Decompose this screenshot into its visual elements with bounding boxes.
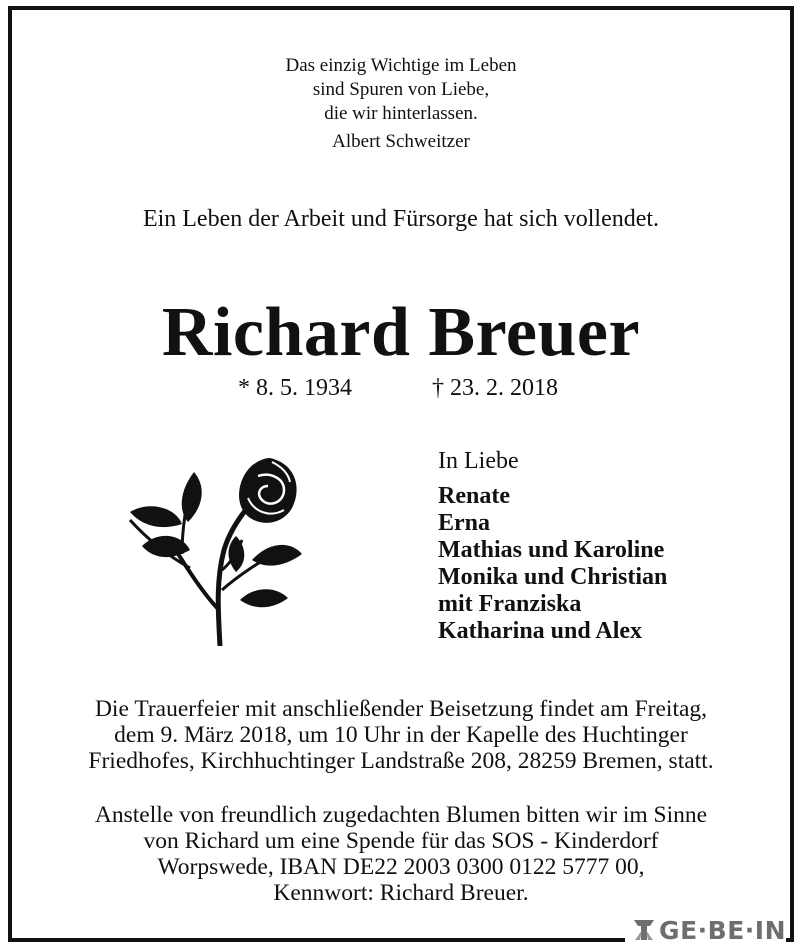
death-date: † 23. 2. 2018 <box>432 375 558 401</box>
deceased-name: Richard Breuer <box>161 294 641 371</box>
mourner-name: Katharina und Alex <box>438 618 643 644</box>
obituary-frame <box>8 6 794 942</box>
quote-line: sind Spuren von Liebe, <box>312 79 490 100</box>
rose-icon <box>120 450 306 646</box>
logo-text: GE·BE·IN <box>659 915 786 945</box>
service-notice <box>12 696 790 774</box>
service-line: Friedhofes, Kirchhuchtinger Landstraße 208, 28259 Bremen, statt. <box>88 748 714 774</box>
gebein-logo <box>625 914 786 946</box>
mourner-name: Erna <box>438 510 491 536</box>
service-line: Die Trauerfeier mit anschließender Beisetzung findet am Freitag, <box>94 696 708 722</box>
donation-notice <box>12 802 790 906</box>
gebein-logo-icon <box>631 918 657 942</box>
mourners-list <box>438 448 667 645</box>
birth-date: * 8. 5. 1934 <box>238 375 352 401</box>
mourners-intro: In Liebe <box>438 448 519 474</box>
quote-line: Das einzig Wichtige im Leben <box>285 55 517 76</box>
donation-line: Anstelle von freundlich zugedachten Blumen bitten wir im Sinne <box>94 802 708 828</box>
subtitle: Ein Leben der Arbeit und Fürsorge hat sich vollendet. <box>142 206 660 232</box>
donation-line: Worpswede, IBAN DE22 2003 0300 0122 5777 00, <box>157 854 645 880</box>
donation-line: Kennwort: Richard Breuer. <box>273 880 529 906</box>
mourner-name: Mathias und Karoline <box>438 537 665 563</box>
mourner-name: mit Franziska <box>438 591 582 617</box>
quote-line: die wir hinterlassen. <box>324 103 478 124</box>
quote-author: Albert Schweitzer <box>332 131 470 152</box>
quote-block <box>12 54 790 154</box>
mourner-name: Monika und Christian <box>438 564 668 590</box>
mourner-name: Renate <box>438 483 510 509</box>
service-line: dem 9. März 2018, um 10 Uhr in der Kapelle des Huchtinger <box>114 722 688 748</box>
donation-line: von Richard um eine Spende für das SOS - Kinderdorf <box>143 828 659 854</box>
